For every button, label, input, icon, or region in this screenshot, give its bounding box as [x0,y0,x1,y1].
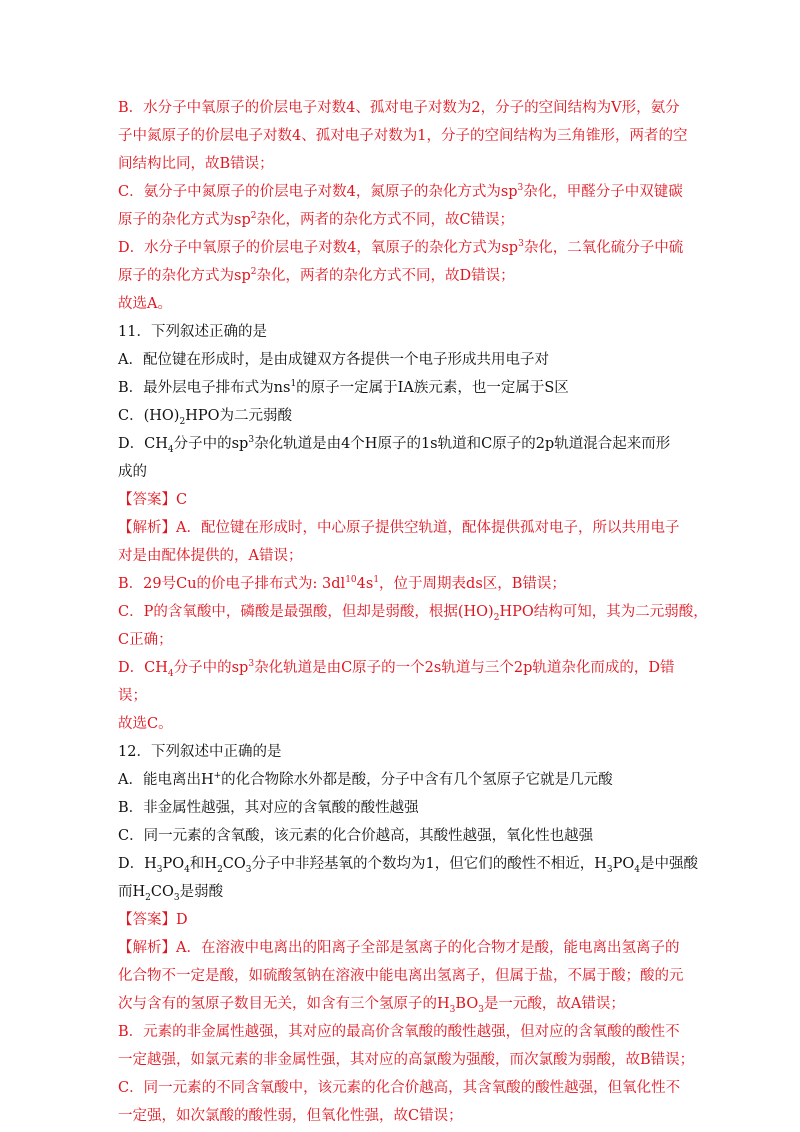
question-text-line [118,738,688,766]
text-segment: 对是由配体提供的，A错误； [118,548,303,564]
text-segment: B．水分子中氧原子的价层电子对数4、孤对电子对数为2，分子的空间结构为V形，氨分 [118,100,680,116]
subscript: 2 [145,892,151,903]
text-segment: A．能电离出H [118,772,214,788]
text-segment: 分子中的sp [173,436,249,452]
superscript: 1 [373,575,380,586]
text-segment: 杂化，二氧化硫分子中硫 [523,240,684,256]
answer-text-line [118,542,688,570]
text-segment: C．P的含氧酸中，磷酸是最强酸，但却是弱酸，根据(HO) [118,604,494,620]
text-segment: 成的 [118,464,147,480]
superscript: 2 [250,267,257,278]
answer-text-line [118,262,688,290]
text-segment: 是弱酸 [179,884,224,900]
subscript: 2 [493,612,500,623]
answer-text-line [118,206,688,234]
question-text-line [118,374,688,402]
answer-text-line [118,682,688,710]
text-segment: D．水分子中氧原子的价层电子对数4，氧原子的杂化方式为sp [118,240,519,256]
subscript: 4 [167,668,174,679]
text-segment: 间结构比同，故B错误； [118,156,274,172]
superscript: 3 [248,659,255,670]
question-text-line [118,346,688,374]
text-segment: 次与含有的氢原子数目无关，如含有三个氢原子的H [118,996,450,1012]
superscript: + [213,771,222,782]
text-segment: B．元素的非金属性越强，其对应的最高价含氧酸的酸性越强，但对应的含氧酸的酸性不 [118,1024,680,1040]
answer-text-line [118,962,688,990]
text-segment: 分子中非羟基氧的个数均为1，但它们的酸性不相近，H [251,856,607,872]
text-segment: 一定强，如次氯酸的酸性弱，但氧化性强，故C错误； [118,1108,463,1124]
answer-text-line [118,1046,695,1074]
text-segment: BO [455,996,479,1012]
answer-text-line [118,990,688,1018]
text-segment: 是中强酸 [640,856,699,872]
subscript: 3 [449,1004,456,1015]
answer-text-line [118,570,688,598]
text-segment: 的原子一定属于ⅠA族元素，也一定属于S区 [296,380,569,396]
text-segment: 【解析】A．配位键在形成时，中心原子提供空轨道，配体提供孤对电子，所以共用电子 [118,520,680,536]
answer-text-line [118,94,688,122]
text-segment: B．最外层电子排布式为ns [118,380,291,396]
answer-text-line [118,1074,688,1102]
text-segment: 4s [356,576,374,592]
text-segment: 故选A。 [118,296,172,312]
document-body [118,94,708,1130]
text-segment: D．CH [118,660,168,676]
subscript: 4 [184,864,190,875]
question-text-line [118,878,688,906]
answer-text-line [118,486,688,514]
text-segment: 误； [118,688,147,704]
text-segment: 【答案】C [118,492,188,508]
subscript: 3 [156,864,163,875]
text-segment: 是一元酸，故A错误； [483,996,625,1012]
answer-text-line [118,906,688,934]
subscript: 4 [634,864,641,875]
text-segment: 12．下列叙述中正确的是 [118,744,282,760]
text-segment: PO [162,856,185,872]
text-segment: 【解析】A．在溶液中电离出的阳离子全部是氢离子的化合物才是酸，能电离出氢离子的 [118,940,680,956]
superscript: 3 [517,183,524,194]
text-segment: HPO为二元弱酸 [185,408,292,424]
text-segment: 化合物不一定是酸，如硫酸氢钠在溶液中能电离出氢离子，但属于盐，不属于酸；酸的元 [118,968,684,984]
subscript: 4 [167,444,174,455]
subscript: 3 [245,864,252,875]
subscript: 3 [478,1004,484,1015]
superscript: 3 [248,435,255,446]
text-segment: 11．下列叙述正确的是 [118,324,267,340]
text-segment: 【答案】D [118,912,188,928]
answer-text-line [118,654,688,682]
superscript: 1 [290,379,297,390]
subscript: 3 [606,864,613,875]
text-segment: 和H [189,856,218,872]
text-segment: 而H [118,884,146,900]
text-segment: B．非金属性越强，其对应的含氧酸的酸性越强 [118,800,419,816]
text-segment: D．CH [118,436,168,452]
answer-text-line [118,934,688,962]
subscript: 3 [173,892,180,903]
text-segment: D．H [118,856,157,872]
question-text-line [118,766,688,794]
question-text-line [118,822,688,850]
text-segment: 原子的杂化方式为sp [118,268,251,284]
text-segment: 杂化，甲醛分子中双键碳 [523,184,683,200]
superscript: 3 [518,239,524,250]
text-segment: 杂化轨道是由C原子的一个2s轨道与三个2p轨道杂化而成的，D错 [254,660,675,676]
text-segment: A．配位键在形成时，是由成键双方各提供一个电子形成共用电子对 [118,352,549,368]
answer-text-line [118,1102,688,1130]
text-segment: 的化合物除水外都是酸，分子中含有几个氢原子它就是几元酸 [221,772,613,788]
answer-text-line [118,150,688,178]
question-text-line [118,402,688,430]
text-segment: 原子的杂化方式为sp [118,212,251,228]
question-text-line [118,318,688,346]
answer-text-line [118,290,688,318]
text-segment: HPO结构可知，其为二元弱酸， [499,604,708,620]
question-text-line [118,430,688,458]
text-segment: 杂化，两者的杂化方式不同，故D错误； [256,268,515,284]
answer-text-line [118,598,708,626]
text-segment: C．氨分子中氮原子的价层电子对数4，氮原子的杂化方式为sp [118,184,518,200]
text-segment: CO [222,856,246,872]
text-segment: PO [612,856,635,872]
text-segment: C．(HO) [118,408,180,424]
text-segment: C．同一元素的不同含氧酸中，该元素的化合价越高，其含氧酸的酸性越强，但氧化性不 [118,1080,681,1096]
question-text-line [118,458,688,486]
text-segment: C．同一元素的含氧酸，该元素的化合价越高，其酸性越强，氧化性也越强 [118,828,594,844]
answer-text-line [118,710,688,738]
subscript: 2 [179,416,186,427]
text-segment: ，位于周期表ds区，B错误； [379,576,566,592]
text-segment: 子中氮原子的价层电子对数4、孤对电子对数为1，分子的空间结构为三角锥形，两者的空 [118,128,688,144]
superscript: 2 [250,211,257,222]
text-segment: 一定越强，如氯元素的非金属性强，其对应的高氯酸为强酸，而次氯酸为弱酸，故B错误； [118,1052,695,1068]
answer-text-line [118,514,688,542]
question-text-line [118,850,699,878]
text-segment: C正确； [118,632,173,648]
text-segment: 故选C。 [118,716,173,732]
text-segment: 分子中的sp [173,660,249,676]
subscript: 2 [217,864,223,875]
answer-text-line [118,234,688,262]
text-segment: CO [150,884,174,900]
question-text-line [118,794,688,822]
answer-text-line [118,122,688,150]
answer-text-line [118,178,688,206]
answer-text-line [118,626,688,654]
text-segment: 杂化，两者的杂化方式不同，故C错误； [256,212,515,228]
superscript: 10 [345,575,357,586]
text-segment: 杂化轨道是由4个H原子的1s轨道和C原子的2p轨道混合起来而形 [254,436,671,452]
answer-text-line [118,1018,688,1046]
text-segment: B．29号Cu的价电子排布式为: 3dl [118,576,346,592]
